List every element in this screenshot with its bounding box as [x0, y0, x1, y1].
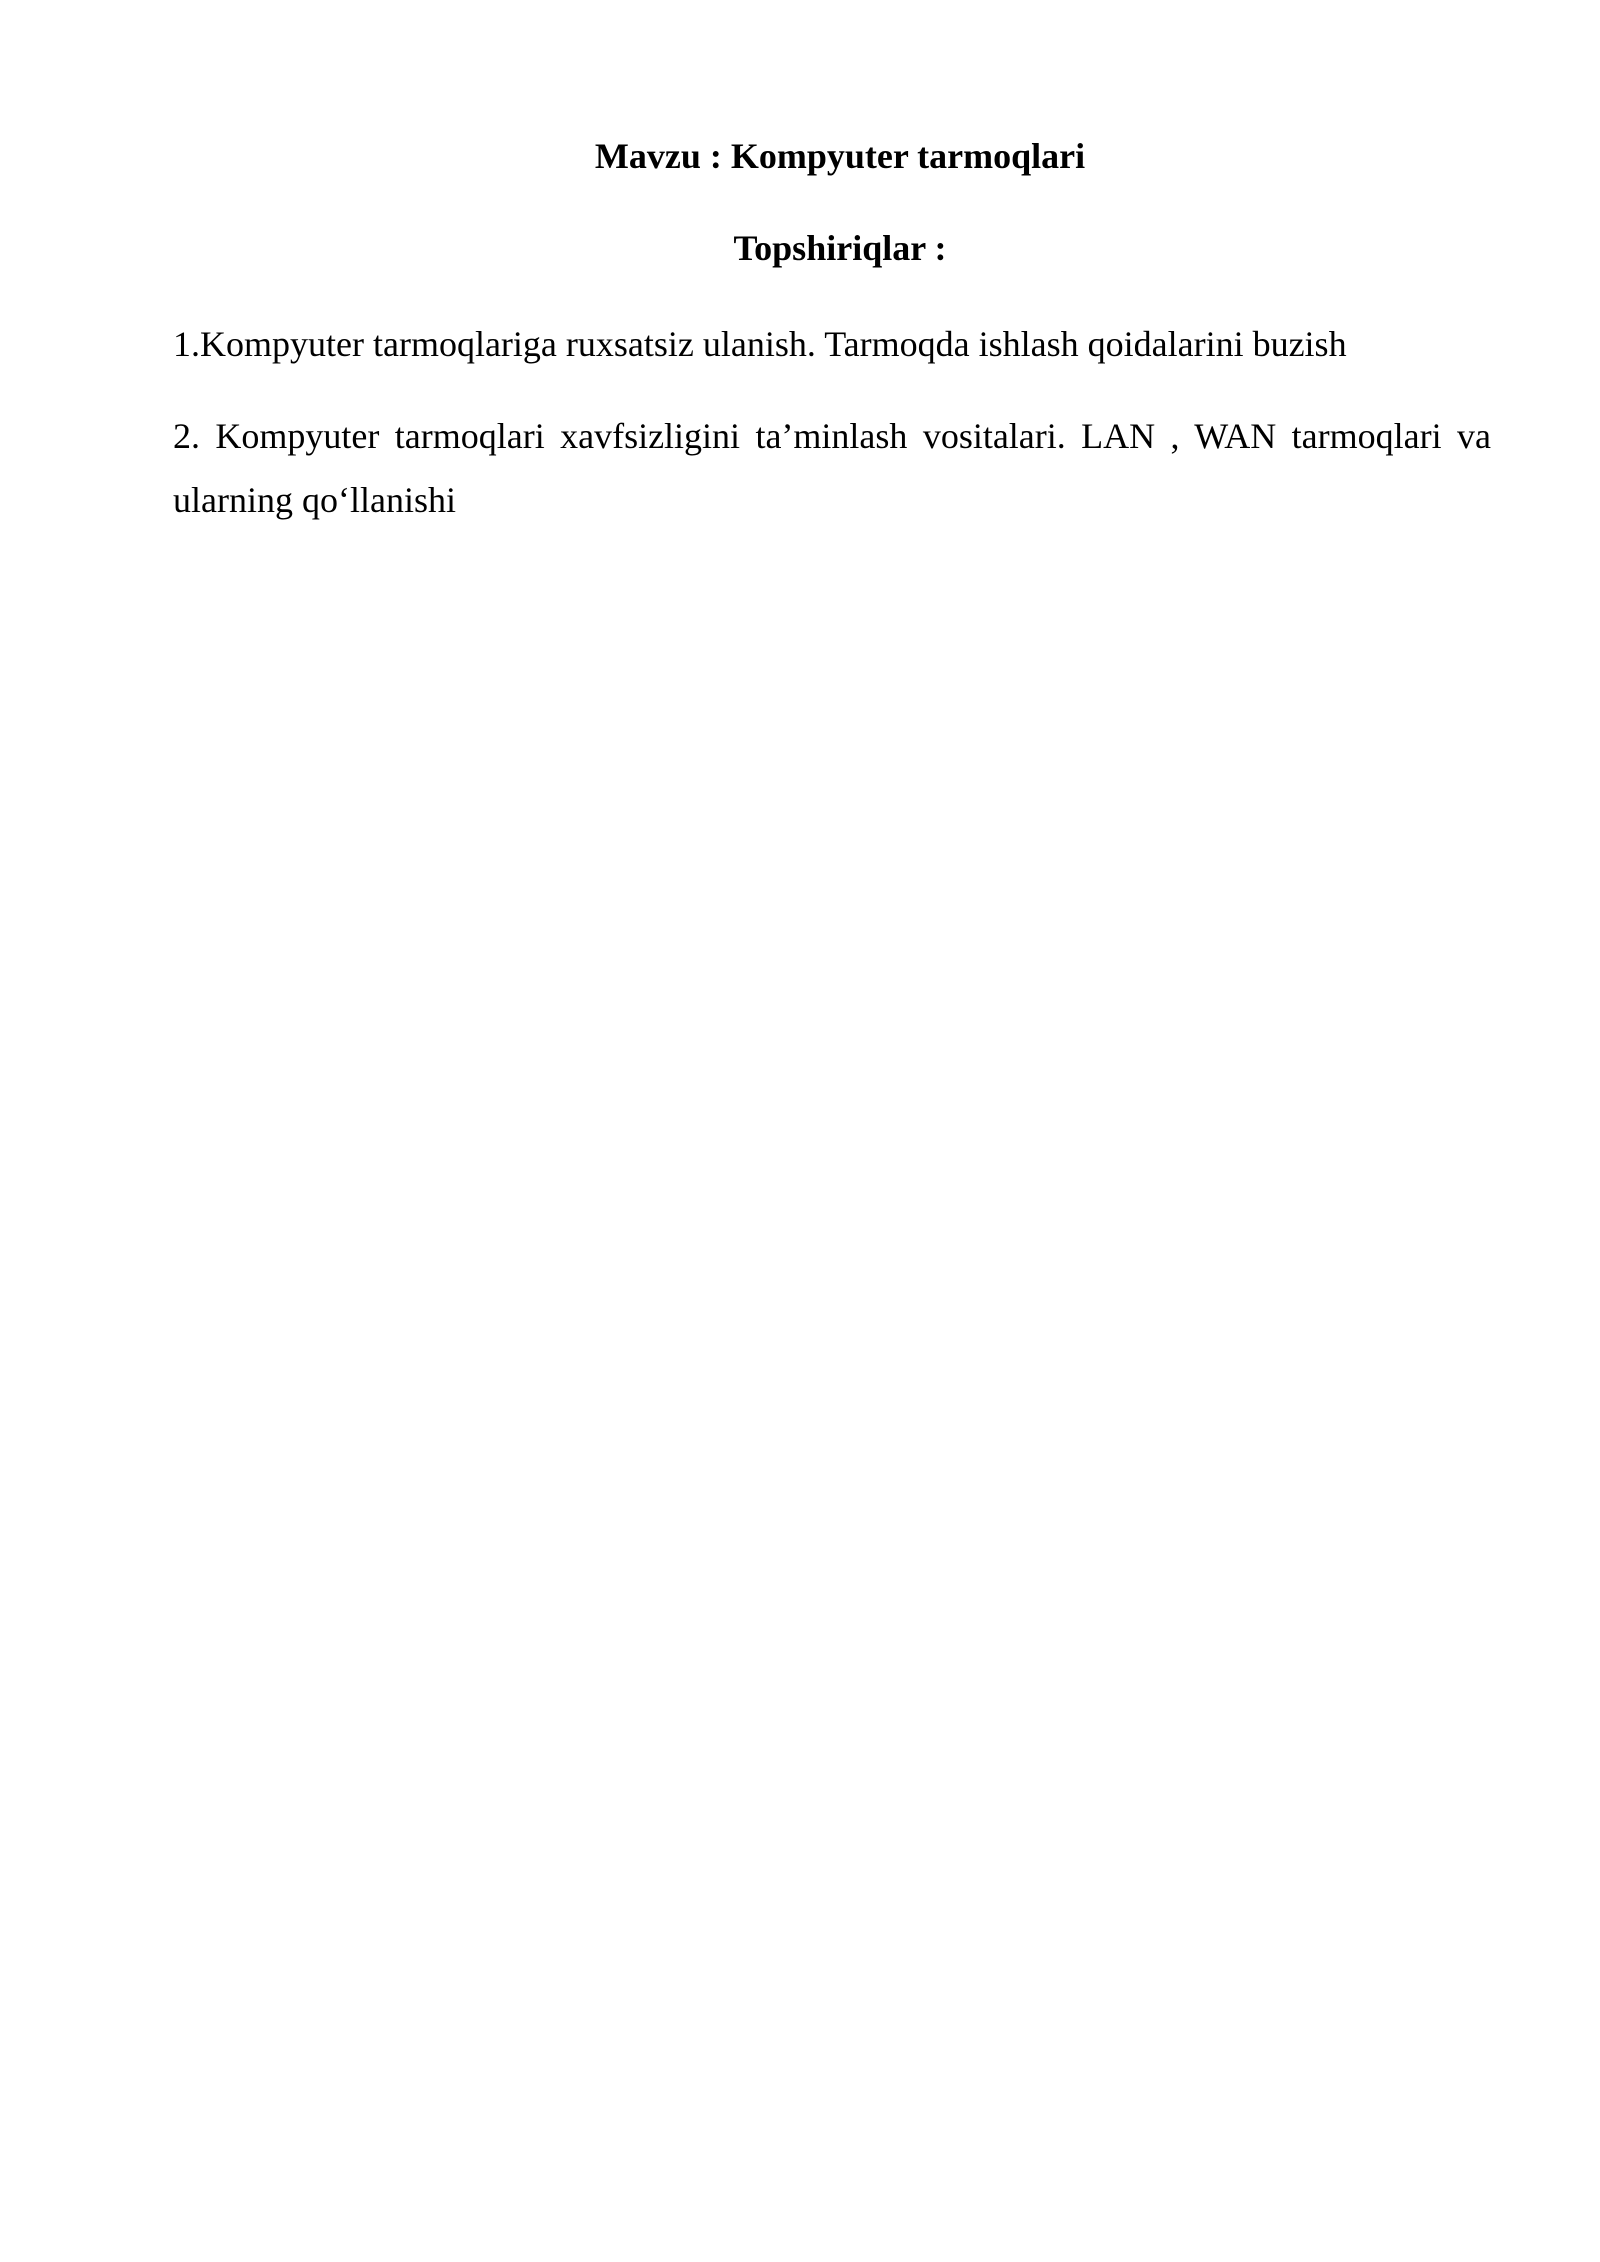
document-content [173, 128, 1491, 532]
document-title: Mavzu : Kompyuter tarmoqlari [594, 136, 1086, 176]
task-item-1: 1.Kompyuter tarmoqlariga ruxsatsiz ulanish. Tarmoqda ishlash qoidalarini buzish [173, 324, 1347, 364]
document-subtitle: Topshiriqlar : [733, 228, 947, 268]
task-item-2: 2. Kompyuter tarmoqlari xavfsizligini ta’minlash vositalari. LAN , WAN tarmoqlari va ularning qo‘llanishi [173, 416, 1491, 520]
